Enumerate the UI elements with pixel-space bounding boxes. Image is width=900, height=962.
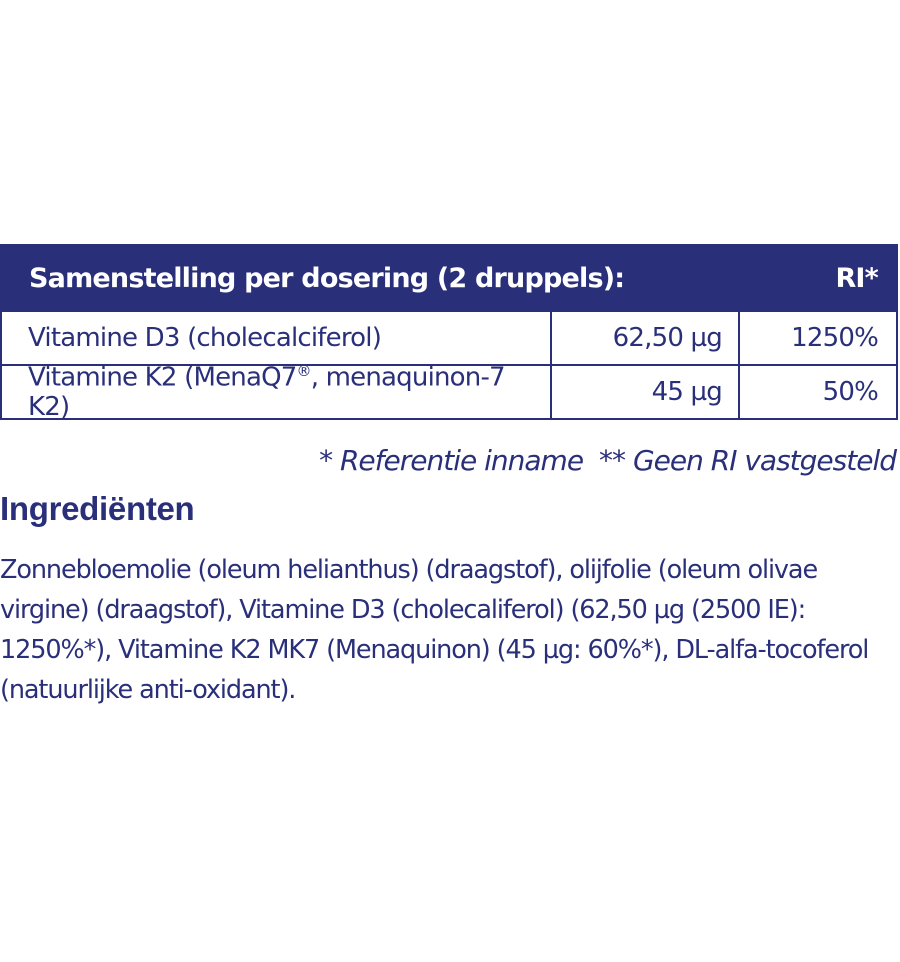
- table-header-ri: RI*: [835, 262, 878, 294]
- nutrient-name-part: Vitamine K2 (MenaQ7: [28, 362, 297, 393]
- composition-table: [0, 244, 898, 423]
- table-footnote: [319, 444, 896, 477]
- table-row: [2, 310, 896, 364]
- nutrient-amount-cell: [552, 366, 740, 418]
- nutrient-name: Vitamine D3 (cholecalciferol): [28, 323, 382, 353]
- nutrient-name-part: , menaquinon-7 K2): [28, 362, 505, 423]
- ingredients-text: Zonnebloemolie (oleum helianthus) (draagstof), olijfolie (oleum olivae virgine) (draagstof), Vitamine D3 (cholecaliferol) (62,50 µg (2500 IE): 1250%*), Vitamine K2 MK7 (Menaquinon) (45 µg: 60%*), DL-alfa-tocoferol (natuurlijke anti-oxidant).: [0, 555, 869, 705]
- nutrient-amount: 45 µg: [651, 377, 722, 407]
- nutrient-name: [28, 362, 550, 423]
- nutrient-ri-cell: [740, 312, 896, 364]
- nutrient-name-cell: [2, 312, 552, 364]
- table-row: [2, 361, 896, 423]
- footnote-no-ri: ** Geen RI vastgesteld: [599, 444, 896, 477]
- nutrient-amount-cell: [552, 312, 740, 364]
- footnote-reference: * Referentie inname: [319, 444, 584, 477]
- registered-mark: ®: [296, 361, 311, 380]
- nutrient-ri-cell: [740, 366, 896, 418]
- ingredients-heading: Ingrediënten: [0, 490, 195, 527]
- nutrient-ri: 1250%: [791, 323, 878, 353]
- nutrient-ri: 50%: [822, 377, 878, 407]
- table-header: [2, 246, 896, 310]
- table-header-label: Samenstelling per dosering (2 druppels):: [29, 262, 625, 294]
- nutrient-amount: 62,50 µg: [612, 323, 722, 353]
- nutrient-name-cell: [2, 361, 552, 423]
